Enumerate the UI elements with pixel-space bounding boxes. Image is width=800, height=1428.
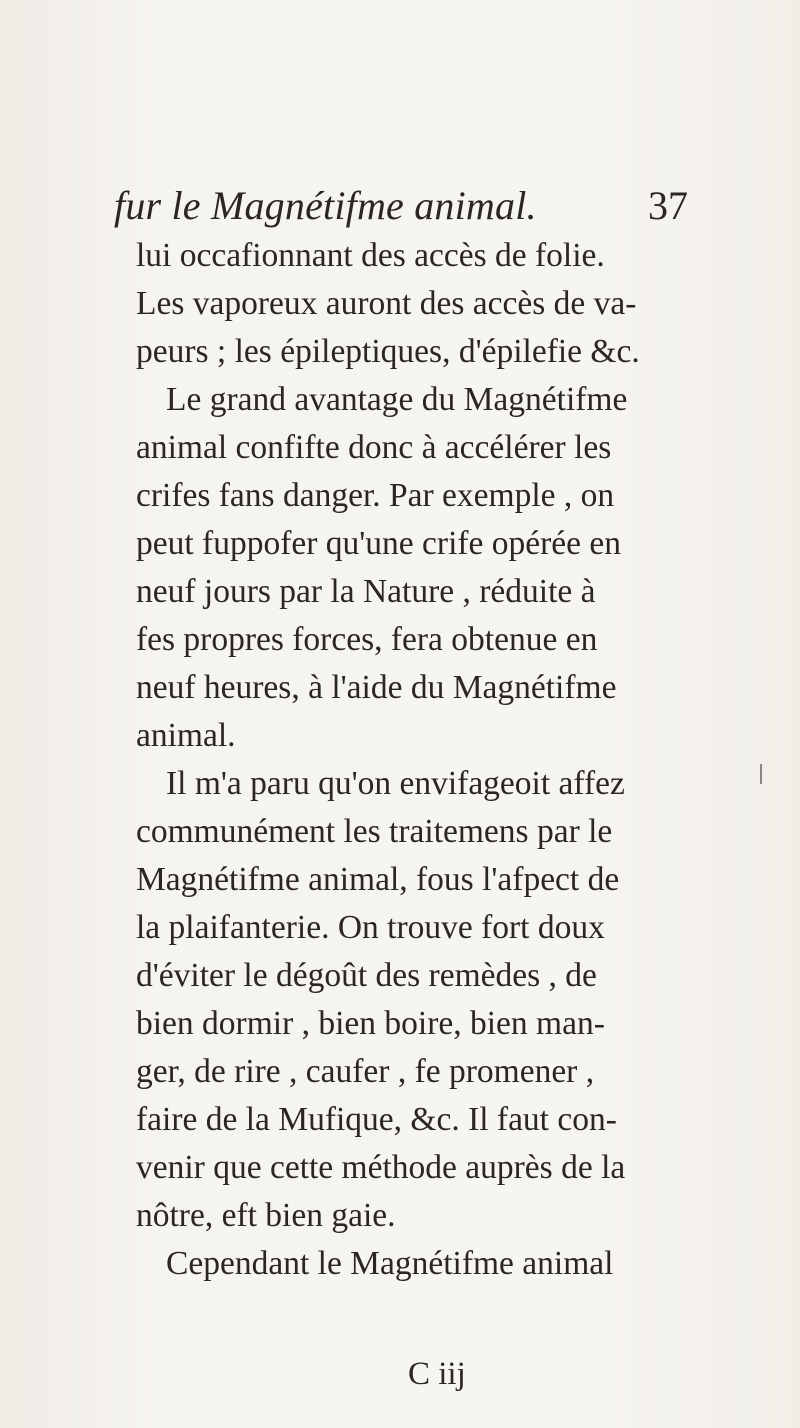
text-line: fes propres forces, fera obtenue en (136, 621, 598, 658)
text-line: animal confifte donc à accélérer les (136, 429, 612, 466)
text-line: nôtre, eft bien gaie. (136, 1197, 396, 1234)
text-line: neuf jours par la Nature , réduite à (136, 573, 596, 610)
margin-mark (760, 764, 762, 784)
text-line: neuf heures, à l'aide du Magnétifme (136, 669, 617, 706)
text-line: bien dormir , bien boire, bien man- (136, 1005, 605, 1042)
text-line: ger, de rire , caufer , fe promener , (136, 1053, 595, 1090)
text-line: Les vaporeux auront des accès de va- (136, 285, 637, 322)
text-line: peut fuppofer qu'une crife opérée en (136, 525, 622, 562)
text-line: communément les traitemens par le (136, 813, 613, 850)
text-line: venir que cette méthode auprès de la (136, 1149, 626, 1186)
text-line: Magnétifme animal, fous l'afpect de (136, 861, 620, 898)
text-line: crifes fans danger. Par exemple , on (136, 477, 615, 514)
text-line: Cependant le Magnétifme animal (166, 1245, 614, 1282)
page-header (114, 176, 714, 236)
text-line: d'éviter le dégoût des remèdes , de (136, 957, 597, 994)
text-line: peurs ; les épileptiques, d'épilefie &c. (136, 333, 640, 370)
text-line: Le grand avantage du Magnétifme (166, 381, 628, 418)
page-number: 37 (648, 183, 688, 228)
text-line: animal. (136, 717, 236, 754)
text-line: lui occafionnant des accès de folie. (136, 237, 605, 274)
text-line: la plaifanterie. On trouve fort doux (136, 909, 605, 946)
text-line: Il m'a paru qu'on envifageoit affez (166, 765, 625, 802)
running-title: fur le Magnétifme animal. (114, 183, 537, 228)
signature-mark: C iij (408, 1356, 466, 1392)
text-line: faire de la Mufique, &c. Il faut con- (136, 1101, 617, 1138)
